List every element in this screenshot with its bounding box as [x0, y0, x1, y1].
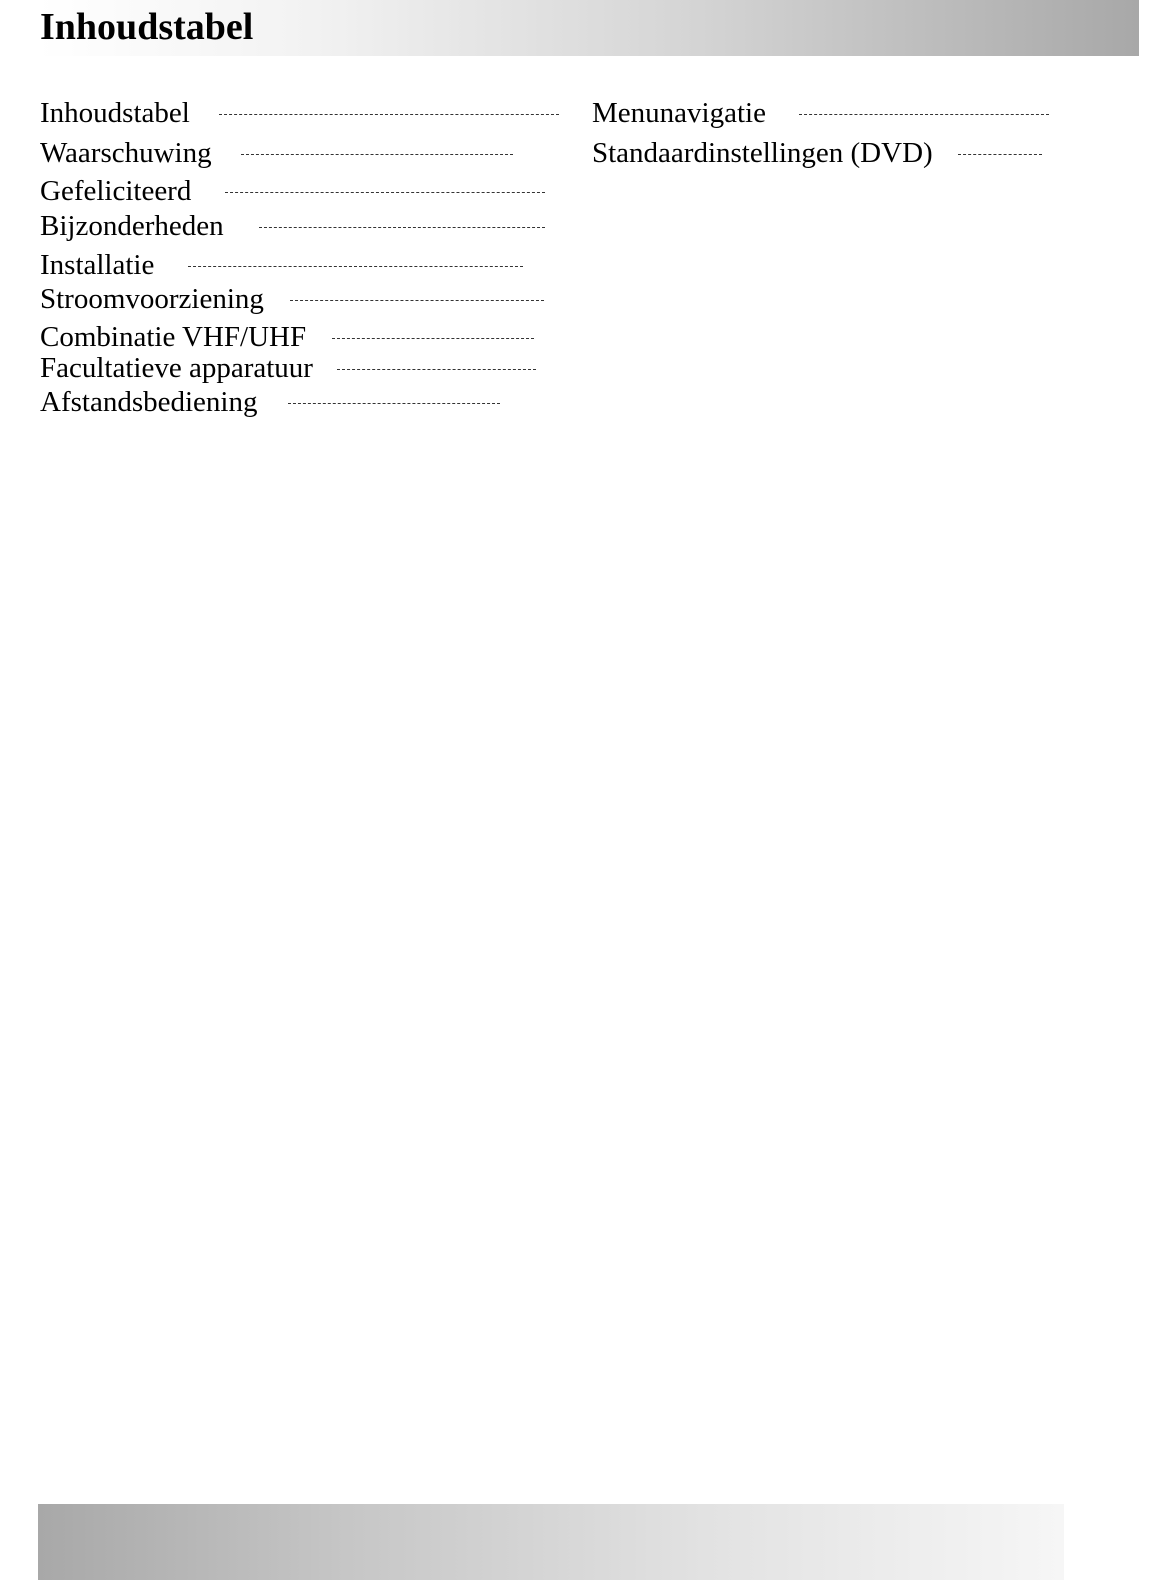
toc-leader	[188, 266, 523, 267]
toc-entry-combinatie-vhf-uhf[interactable]	[40, 320, 534, 354]
toc-entry-label: Afstandsbediening	[40, 386, 258, 418]
toc-entry-stroomvoorziening[interactable]	[40, 282, 544, 316]
toc-leader	[332, 338, 534, 339]
toc-entry-gefeliciteerd[interactable]	[40, 174, 545, 208]
toc-entry-afstandsbediening[interactable]	[40, 385, 500, 419]
toc-entry-inhoudstabel[interactable]	[40, 96, 559, 130]
toc-entry-label: Facultatieve apparatuur	[40, 352, 313, 384]
toc-leader	[219, 114, 559, 115]
toc-leader	[958, 154, 1042, 155]
toc-entry-label: Waarschuwing	[40, 137, 212, 169]
toc-entry-label: Menunavigatie	[592, 97, 766, 129]
toc-entry-bijzonderheden[interactable]	[40, 209, 545, 243]
page-title: Inhoudstabel	[40, 6, 254, 48]
toc-leader	[290, 300, 544, 301]
toc-leader	[241, 154, 513, 155]
toc-entry-label: Inhoudstabel	[40, 97, 190, 129]
toc-leader	[288, 403, 500, 404]
toc-entry-menunavigatie[interactable]	[592, 96, 1049, 130]
toc-entry-label: Installatie	[40, 249, 155, 281]
toc-leader	[337, 369, 536, 370]
toc-entry-standaardinstellingen-dvd[interactable]	[592, 136, 1042, 170]
toc-entry-label: Bijzonderheden	[40, 210, 224, 242]
toc-entry-label: Stroomvoorziening	[40, 283, 264, 315]
toc-leader	[225, 192, 545, 193]
toc-leader	[259, 227, 545, 228]
toc-entry-facultatieve-apparatuur[interactable]	[40, 351, 536, 385]
toc-entry-label: Standaardinstellingen (DVD)	[592, 137, 933, 169]
toc-entry-label: Combinatie VHF/UHF	[40, 321, 307, 353]
toc-entry-label: Gefeliciteerd	[40, 175, 192, 207]
toc-entry-waarschuwing[interactable]	[40, 136, 513, 170]
toc-entry-installatie[interactable]	[40, 248, 523, 282]
footer-band	[38, 1504, 1064, 1580]
toc-leader	[799, 114, 1049, 115]
